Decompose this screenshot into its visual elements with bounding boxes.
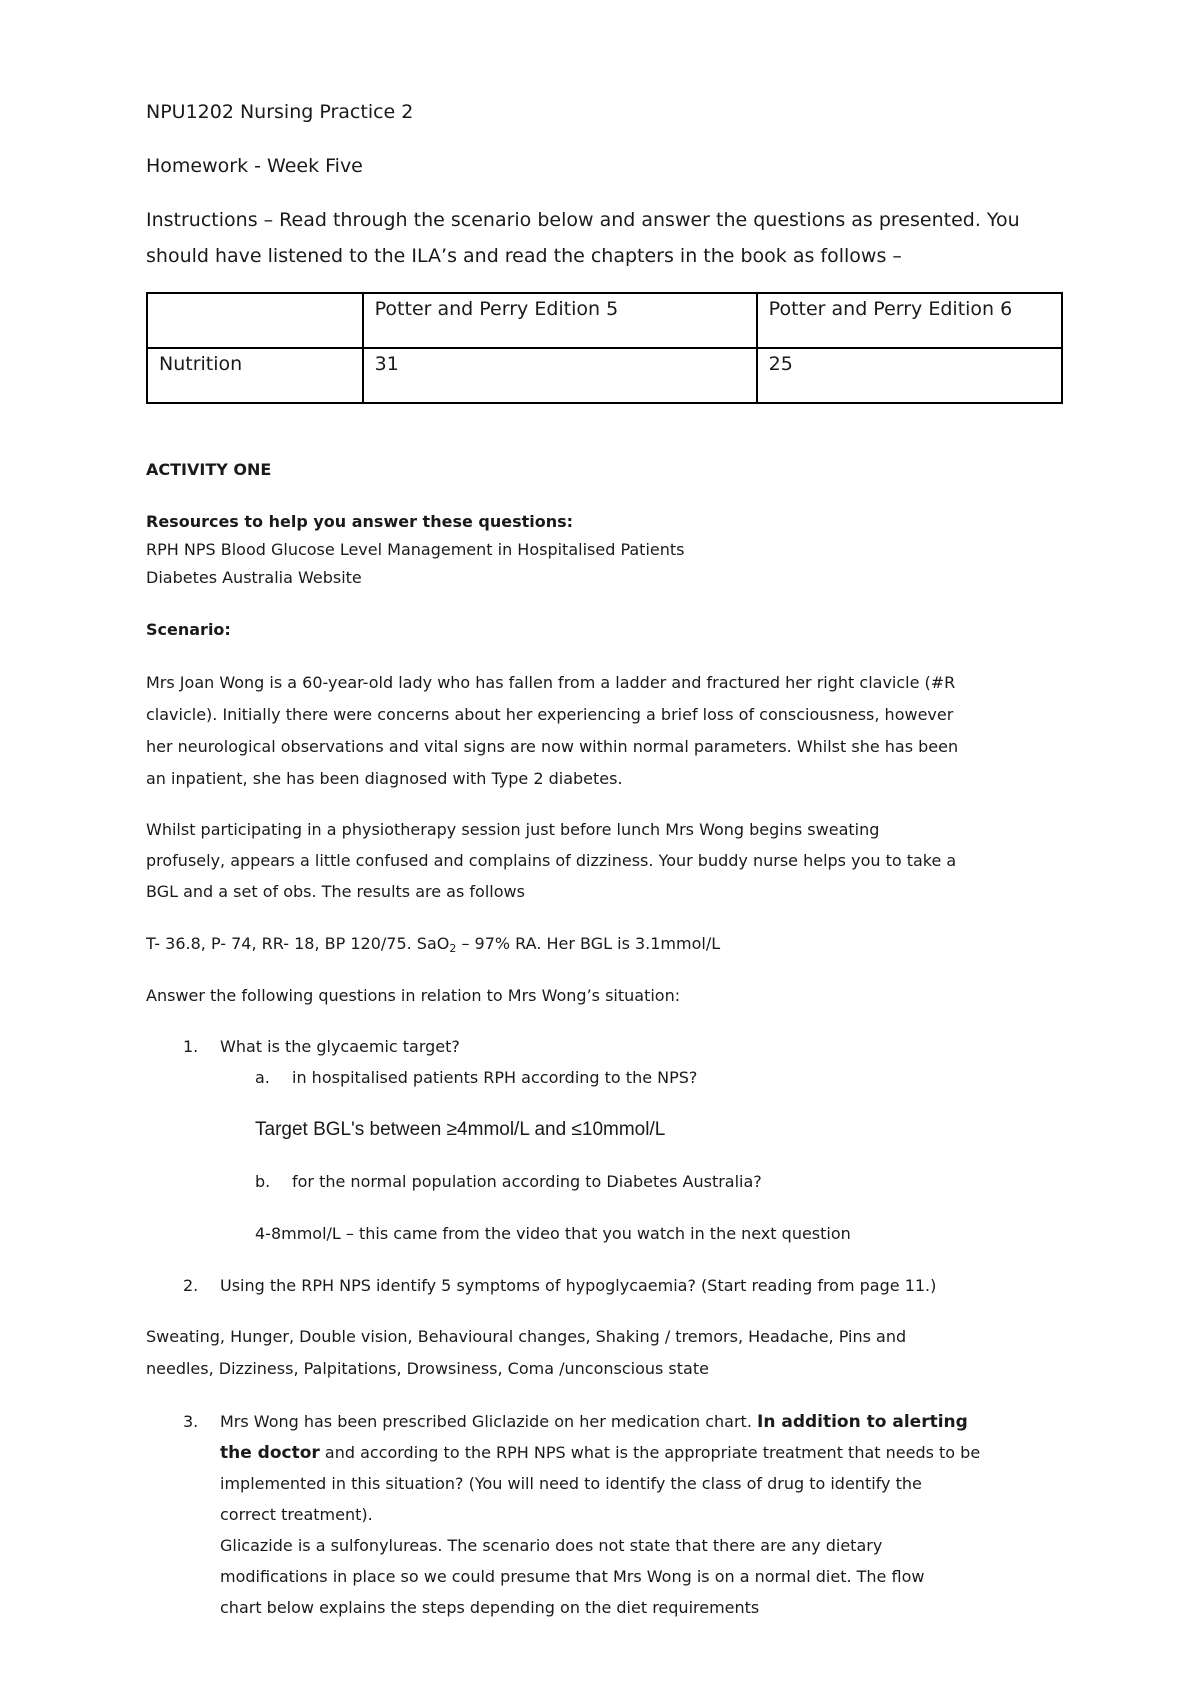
question-number: 2. xyxy=(183,1276,199,1295)
resource-item: RPH NPS Blood Glucose Level Management in Hospitalised Patients xyxy=(146,540,685,559)
scenario-line: Mrs Joan Wong is a 60-year-old lady who has fallen from a ladder and fractured her right clavicle (#R xyxy=(146,673,956,692)
table-header-cell: Potter and Perry Edition 6 xyxy=(757,293,1062,348)
observations-prefix: T- 36.8, P- 74, RR- 18, BP 120/75. SaO xyxy=(146,934,450,953)
questions-lead-in: Answer the following questions in relation to Mrs Wong’s situation: xyxy=(146,986,681,1005)
homework-title: Homework - Week Five xyxy=(146,155,363,177)
question-3-line: correct treatment). xyxy=(220,1505,373,1524)
scenario-line: BGL and a set of obs. The results are as follows xyxy=(146,882,525,901)
table-cell: 25 xyxy=(757,348,1062,403)
table-header-cell xyxy=(147,293,363,348)
observations-suffix: – 97% RA. Her BGL is 3.1mmol/L xyxy=(456,934,721,953)
question-1a-answer: Target BGL's between ≥4mmol/L and ≤10mmol/L xyxy=(255,1119,666,1140)
sub-question-label: a. xyxy=(255,1068,270,1087)
question-3-answer-line: modifications in place so we could presume that Mrs Wong is on a normal diet. The flow xyxy=(220,1567,925,1586)
table-cell: 31 xyxy=(363,348,757,403)
table-cell: Nutrition xyxy=(147,348,363,403)
scenario-line: an inpatient, she has been diagnosed with Type 2 diabetes. xyxy=(146,769,623,788)
resources-heading: Resources to help you answer these questions: xyxy=(146,512,574,531)
question-2-text: Using the RPH NPS identify 5 symptoms of hypoglycaemia? (Start reading from page 11.) xyxy=(220,1276,937,1295)
question-1b-answer: 4-8mmol/L – this came from the video that you watch in the next question xyxy=(255,1224,851,1243)
question-2-answer-line: needles, Dizziness, Palpitations, Drowsiness, Coma /unconscious state xyxy=(146,1359,709,1378)
question-number: 1. xyxy=(183,1037,199,1056)
question-3-answer-line: Glicazide is a sulfonylureas. The scenario does not state that there are any dietary xyxy=(220,1536,883,1555)
question-3-text: Mrs Wong has been prescribed Gliclazide on her medication chart. xyxy=(220,1412,752,1431)
observations-line xyxy=(146,934,720,955)
question-number: 3. xyxy=(183,1412,199,1431)
scenario-line: profusely, appears a little confused and complains of dizziness. Your buddy nurse helps you to take a xyxy=(146,851,957,870)
course-title: NPU1202 Nursing Practice 2 xyxy=(146,101,414,123)
scenario-line: clavicle). Initially there were concerns about her experiencing a brief loss of consciousness, however xyxy=(146,705,954,724)
question-3-emphasis: the doctor xyxy=(220,1443,320,1463)
table-header-row xyxy=(147,293,1062,348)
question-1a-text: in hospitalised patients RPH according to the NPS? xyxy=(292,1068,698,1087)
sub-question-label: b. xyxy=(255,1172,271,1191)
instructions-line-1: Instructions – Read through the scenario below and answer the questions as presented. You xyxy=(146,209,1020,231)
instructions-line-2: should have listened to the ILA’s and read the chapters in the book as follows – xyxy=(146,245,902,267)
scenario-heading: Scenario: xyxy=(146,620,231,639)
scenario-line: Whilst participating in a physiotherapy session just before lunch Mrs Wong begins sweating xyxy=(146,820,880,839)
question-2-answer-line: Sweating, Hunger, Double vision, Behavioural changes, Shaking / tremors, Headache, Pins and xyxy=(146,1327,907,1346)
question-3-line: implemented in this situation? (You will need to identify the class of drug to identify the xyxy=(220,1474,922,1493)
question-1-text: What is the glycaemic target? xyxy=(220,1037,460,1056)
question-3-line xyxy=(220,1443,980,1463)
question-3-answer-line: chart below explains the steps depending on the diet requirements xyxy=(220,1598,760,1617)
question-3-line xyxy=(220,1412,968,1432)
table-header-cell: Potter and Perry Edition 5 xyxy=(363,293,757,348)
activity-title: ACTIVITY ONE xyxy=(146,460,272,479)
scenario-line: her neurological observations and vital signs are now within normal parameters. Whilst she has been xyxy=(146,737,959,756)
resource-item: Diabetes Australia Website xyxy=(146,568,362,587)
question-3-text: and according to the RPH NPS what is the appropriate treatment that needs to be xyxy=(319,1443,981,1462)
question-3-emphasis: In addition to alerting xyxy=(757,1412,968,1432)
question-1b-text: for the normal population according to Diabetes Australia? xyxy=(292,1172,762,1191)
chapter-table xyxy=(146,292,1063,404)
observations-subscript: 2 xyxy=(449,942,457,955)
table-row xyxy=(147,348,1062,403)
